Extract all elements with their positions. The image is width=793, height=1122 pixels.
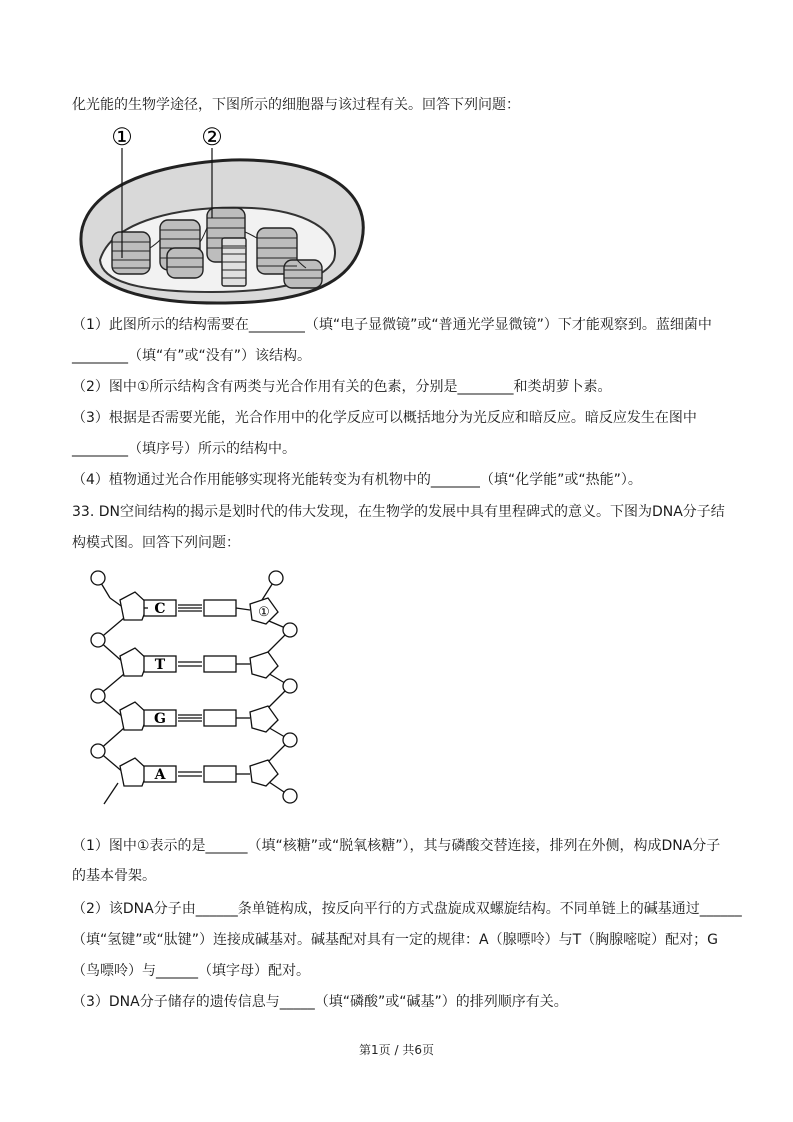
q33-part1-line1: （1）图中①表示的是______（填“核糖”或“脱氧核糖”），其与磷酸交替连接，排列在外侧，构成DNA分子 — [72, 838, 721, 854]
q32-part1-line2: ________（填“有”或“没有”）该结构。 — [72, 348, 312, 364]
q33-intro-line2: 构模式图。回答下列问题： — [72, 535, 240, 551]
q33-part2-line3: （鸟嘌呤）与______（填字母）配对。 — [72, 963, 310, 979]
q32-part2: （2）图中①所示结构含有两类与光合作用有关的色素，分别是________和类胡萝卜素。 — [72, 379, 612, 395]
label-1: ① — [111, 123, 133, 151]
q33-part1-line2: 的基本骨架。 — [72, 868, 156, 884]
q33-part2-line2: （填“氢键”或“肽键”）连接成碱基对。碱基配对具有一定的规律：A（腺嘌呤）与T（胸腺嘧啶）配对；G — [72, 932, 718, 948]
label-2: ② — [201, 123, 223, 151]
base-a: A — [154, 767, 166, 783]
q32-part4: （4）植物通过光合作用能够实现将光能转变为有机物中的_______（填“化学能”或“热能”）。 — [72, 472, 642, 488]
base-c: C — [154, 601, 166, 617]
marker-1: ① — [258, 605, 270, 620]
q32-part3-line2: ________（填序号）所示的结构中。 — [72, 441, 296, 457]
q32-part1-line1: （1）此图所示的结构需要在________（填“电子显微镜”或“普通光学显微镜”）下才能观察到。蓝细菌中 — [72, 317, 712, 333]
chloroplast-figure — [72, 120, 372, 310]
page-footer: 第1页 / 共6页 — [359, 1043, 434, 1057]
dna-figure — [80, 568, 310, 818]
intro-line: 化光能的生物学途径，下图所示的细胞器与该过程有关。回答下列问题： — [72, 97, 520, 113]
base-g: G — [154, 711, 166, 727]
q33-part3: （3）DNA分子储存的遗传信息与_____（填“磷酸”或“碱基”）的排列顺序有关。 — [72, 994, 568, 1010]
q33-part2-line1: （2）该DNA分子由______条单链构成，按反向平行的方式盘旋成双螺旋结构。不同单链上的碱基通过______ — [72, 901, 742, 917]
q33-intro-line1: 33. DN空间结构的揭示是划时代的伟大发现，在生物学的发展中具有里程碑式的意义。下图为DNA分子结 — [72, 504, 725, 520]
base-t: T — [154, 657, 166, 673]
q32-part3-line1: （3）根据是否需要光能，光合作用中的化学反应可以概括地分为光反应和暗反应。暗反应发生在图中 — [72, 410, 697, 426]
